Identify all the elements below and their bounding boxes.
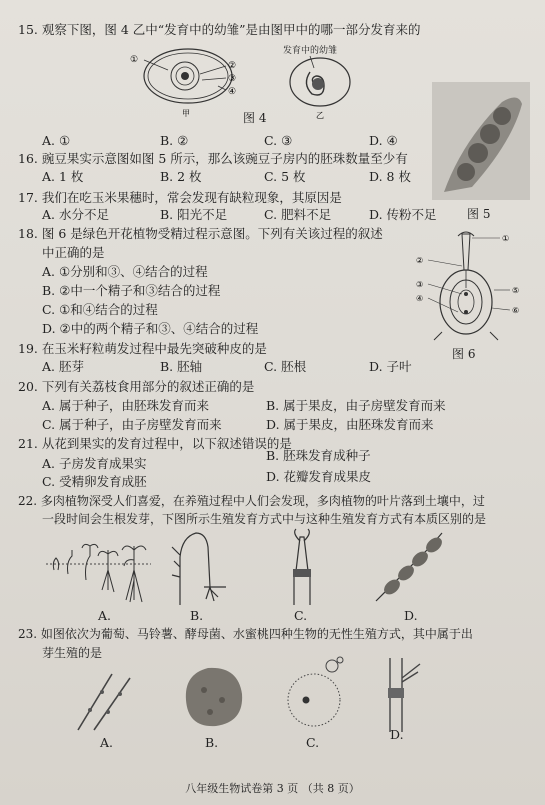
q16-option-a: A. 1 枚 (42, 169, 84, 184)
q20-option-c: C. 属于种子，由子房壁发育而来 (42, 417, 222, 432)
callout-2: ② (228, 61, 237, 71)
q15-option-d: D. ④ (369, 133, 398, 148)
lead-4 (428, 298, 458, 312)
q22-stem-line1: 22. 多肉植物深受人们喜爱，在养殖过程中人们会发现，多肉植物的叶片落到土壤中，过 (18, 494, 485, 508)
q23-label-d: D. (390, 727, 404, 742)
fig6-label-4: ④ (416, 294, 424, 303)
callout-4: ④ (228, 87, 237, 97)
fig6-label-6: ⑥ (512, 306, 520, 315)
node-2 (395, 563, 417, 584)
fig6-label-1: ① (502, 234, 510, 243)
q18-stem-line1: 18. 图 6 是绿色开花植物受精过程示意图。下列有关该过程的叙述 (18, 226, 383, 241)
q21-stem: 21. 从花到果实的发育过程中，以下叙述错误的是 (18, 436, 292, 451)
q16-option-c: C. 5 枚 (264, 169, 306, 184)
yeast-bud-small (337, 657, 343, 663)
q19-option-c: C. 胚根 (264, 359, 307, 374)
bud-2 (100, 690, 104, 694)
q22-label-a: A. (98, 608, 112, 623)
germinal-disc (181, 72, 189, 80)
egg-diagram-jia (130, 40, 250, 118)
peach-grafting-figure (372, 648, 426, 732)
fig4-callout: 发育中的幼雏 (283, 46, 338, 56)
callout-1: ① (130, 55, 139, 65)
q22-label-d: D. (404, 608, 418, 623)
leader-line-4 (218, 86, 226, 90)
q16-option-b: B. 2 枚 (160, 169, 202, 184)
leader-line-2 (200, 66, 226, 74)
fig6-label-3: ③ (416, 280, 424, 289)
potato-eye-1 (201, 687, 207, 693)
q23-stem-line2: 芽生殖的是 (42, 646, 103, 660)
bud-4 (118, 692, 122, 696)
seed-2 (68, 550, 73, 574)
yeast-cell (288, 674, 340, 726)
pea-3 (468, 143, 488, 163)
receptacle (434, 332, 498, 340)
q21-option-a: A. 子房发育成果实 (42, 456, 147, 471)
q22-stem-line2: 一段时间会生根发芽，下图所示生殖发育方式中与这种生殖发育方式有本质区别的是 (42, 512, 487, 526)
seed-5 (122, 546, 146, 602)
scion-tip (295, 529, 310, 541)
q20-option-a: A. 属于种子，由胚珠发育而来 (42, 398, 209, 413)
q17-option-d: D. 传粉不足 (369, 207, 437, 222)
seed-4 (98, 550, 118, 592)
potato-eye-3 (207, 709, 213, 715)
fig6-label-5: ⑤ (512, 286, 520, 295)
q19-option-b: B. 胚轴 (160, 359, 203, 374)
pea-4 (457, 163, 475, 181)
q17-option-b: B. 阳光不足 (160, 207, 228, 222)
q18-stem-line2: 中正确的是 (42, 245, 105, 260)
q23-label-c: C. (306, 735, 320, 750)
fig4-caption: 图 4 (243, 111, 267, 125)
bud-1 (88, 708, 92, 712)
q21-option-d: D. 花瓣发育成果皮 (266, 469, 372, 484)
q21-option-c: C. 受精卵发育成胚 (42, 474, 147, 489)
leader-yi (310, 56, 314, 68)
vine-1 (78, 674, 112, 730)
egg-cell (464, 310, 468, 314)
q17-option-c: C. 肥料不足 (264, 207, 332, 222)
bent-stem (180, 533, 210, 605)
grape-cutting-figure (74, 670, 136, 734)
potato-eye-2 (219, 697, 225, 703)
q16-option-d: D. 8 枚 (369, 169, 411, 184)
lead-3 (428, 284, 462, 294)
graft-wrap (293, 569, 311, 577)
fig6-caption: 图 6 (452, 347, 476, 361)
q22-label-b: B. (190, 608, 204, 623)
q18-option-a: A. ①分别和③、④结合的过程 (42, 264, 208, 279)
callout-3: ③ (228, 74, 237, 84)
leader-line-3 (202, 78, 226, 80)
label-yi: 乙 (316, 111, 324, 120)
page-footer: 八年级生物试卷第 3 页 （共 8 页） (185, 782, 360, 795)
scion (296, 537, 308, 571)
yeast-budding-figure (284, 656, 348, 732)
node-4 (423, 535, 445, 556)
vine-2 (94, 678, 130, 730)
q20-stem: 20. 下列有关荔枝食用部分的叙述正确的是 (18, 379, 255, 394)
q23-stem-line1: 23. 如图依次为葡萄、马铃薯、酵母菌、水蜜桃四种生物的无性生殖方式，其中属于出 (18, 627, 473, 641)
layering-figure (166, 527, 232, 607)
q19-option-d: D. 子叶 (369, 359, 412, 374)
bud-3 (106, 710, 110, 714)
pea-1 (493, 107, 511, 125)
q19-stem: 19. 在玉米籽粒萌发过程中最先突破种皮的是 (18, 341, 267, 356)
fertilization-diagram (414, 230, 530, 342)
grafting-figure (282, 527, 322, 607)
q16-stem: 16. 豌豆果实示意图如图 5 所示，那么该豌豆子房内的胚珠数量至少有 (18, 151, 408, 166)
egg-diagram-yi (280, 54, 360, 120)
q17-option-a: A. 水分不足 (42, 207, 109, 222)
label-jia: 甲 (182, 109, 190, 118)
pea-pod-photo (432, 82, 530, 200)
fig6-label-2: ② (416, 256, 424, 265)
lead-2 (428, 260, 462, 266)
yeast-bud (326, 660, 338, 672)
q18-option-b: B. ②中一个精子和③结合的过程 (42, 283, 221, 298)
new-roots (206, 587, 218, 601)
q15-stem: 15. 观察下图，图 4 乙中“发育中的幼雏”是由图甲中的哪一部分发育来的 (18, 22, 421, 37)
yeast-nucleus (303, 697, 310, 704)
graft-branch (402, 664, 420, 682)
q19-option-a: A. 胚芽 (42, 359, 84, 374)
q15-option-a: A. ① (42, 133, 71, 148)
seedling-sequence-figure (46, 540, 151, 606)
q18-option-c: C. ①和④结合的过程 (42, 302, 158, 317)
potato-tuber (186, 668, 242, 726)
style-tube (462, 234, 470, 270)
cutting-figure (370, 527, 456, 607)
potato-figure (176, 660, 248, 732)
embryo-body (312, 78, 324, 90)
q20-option-b: B. 属于果皮，由子房壁发育而来 (266, 398, 446, 413)
lead-6 (492, 308, 510, 310)
q15-option-b: B. ② (160, 133, 189, 148)
pea-2 (480, 124, 500, 144)
node-1 (381, 577, 403, 598)
node-3 (409, 549, 431, 570)
polar-nuclei (464, 292, 468, 296)
graft-binding (388, 688, 404, 698)
q23-label-b: B. (205, 735, 219, 750)
q15-option-c: C. ③ (264, 133, 293, 148)
q20-option-d: D. 属于果皮，由胚珠发育而来 (266, 417, 434, 432)
fig5-caption: 图 5 (467, 207, 491, 221)
seed-3 (82, 544, 98, 580)
stem-leaves (172, 547, 180, 577)
q18-option-d: D. ②中的两个精子和③、④结合的过程 (42, 321, 259, 336)
q17-stem: 17. 我们在吃玉米果穗时，常会发现有缺粒现象，其原因是 (18, 190, 342, 205)
q22-label-c: C. (294, 608, 308, 623)
q21-option-b: B. 胚珠发育成种子 (266, 448, 371, 463)
q23-label-a: A. (100, 735, 114, 750)
